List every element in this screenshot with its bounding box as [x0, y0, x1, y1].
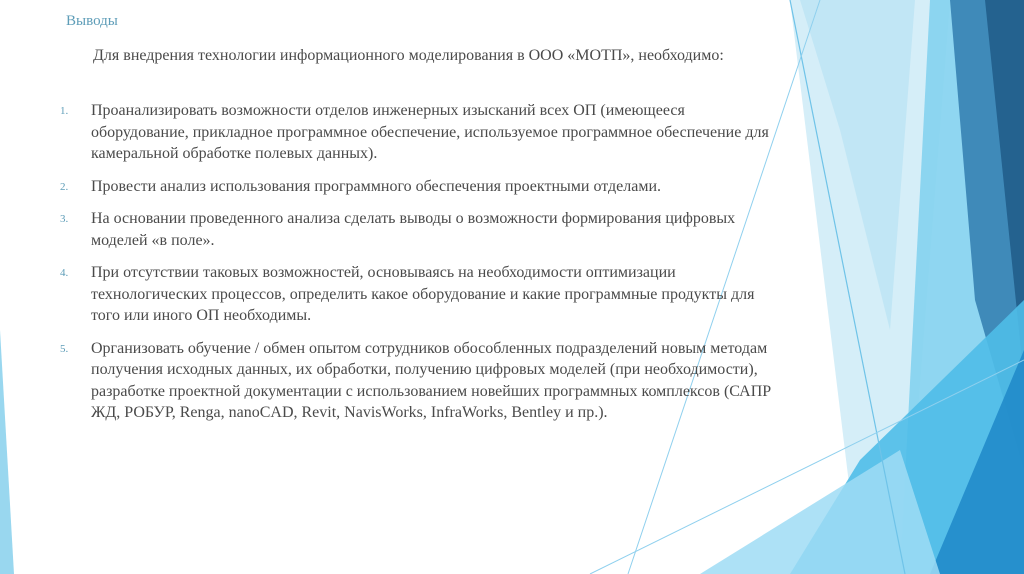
- list-item-number: 2.: [60, 180, 69, 193]
- left-accent-shape: [0, 330, 14, 574]
- list-item-number: 4.: [60, 267, 69, 279]
- list-item-number: 5.: [60, 342, 69, 355]
- bottom-light-triangle-shape: [700, 450, 940, 574]
- list-item-text: Проанализировать возможности отделов инженерных изысканий всех ОП (имеющееся оборудование, прикладное программное обеспечение, используемое программное обеспечение для камеральной обработке полевых данных).: [91, 102, 769, 162]
- conclusions-list: [60, 100, 780, 435]
- list-item: [60, 338, 780, 424]
- list-item-number: 3.: [60, 213, 69, 225]
- list-item-text: Организовать обучение / обмен опытом сотрудников обособленных подразделений новым методам получения исходных данных, их обработки, получению цифровых моделей (при необходимости), разработке проектной документации с использованием новейших программных комплексов (САПР ЖД, РОБУР, Renga, nanoCAD, Revit, NavisWorks, InfraWorks, Bentley и пр.).: [91, 339, 772, 421]
- list-item-number: 1.: [60, 105, 69, 117]
- list-item: [60, 208, 780, 251]
- list-item-text: Провести анализ использования программного обеспечения проектными отделами.: [91, 177, 662, 195]
- list-item-text: При отсутствии таковых возможностей, основываясь на необходимости оптимизации технологических процессов, определить какое оборудование и какие программные продукты для того или иного ОП необходимы.: [91, 264, 755, 324]
- list-item: [60, 100, 780, 165]
- list-item-text: На основании проведенного анализа сделать выводы о возможности формирования цифровых моделей «в поле».: [91, 210, 736, 249]
- list-item: [60, 176, 780, 198]
- intro-paragraph: Для внедрения технологии информационного моделирования в ООО «МОТП», необходимо:: [93, 47, 724, 64]
- list-item: [60, 262, 780, 327]
- slide-title: Выводы: [66, 13, 118, 29]
